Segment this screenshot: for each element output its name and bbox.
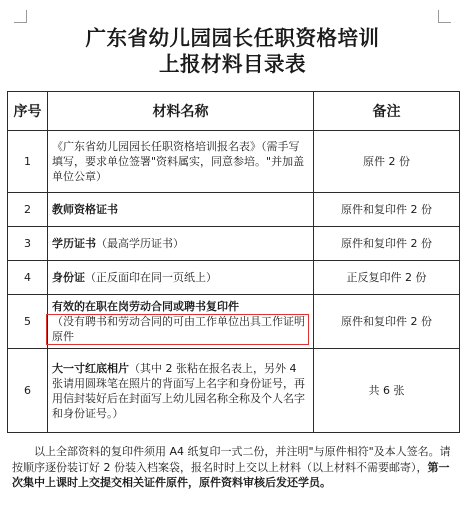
row-material-name (48, 227, 314, 261)
row-remark: 共 6 张 (314, 349, 460, 433)
row-material-name (48, 131, 314, 193)
header-index: 序号 (8, 92, 48, 131)
material-detail: （其中 2 张粘在报名表上，另外 4 张请用圆珠笔在照片的背面写上名字和身份证号，再用信封装好后在封面写上幼儿园名称全称及个人名字和身份证号。） (52, 361, 305, 420)
header-material-name: 材料名称 (48, 92, 314, 131)
table-row (8, 131, 460, 193)
footnote-text: 以上全部资料的复印件须用 A4 纸复印一式二份，并注明"与原件相符"及本人签名。请按顺序逐份装订好 2 份装入档案袋，报名时时上交以上材料（以上材料不需要邮寄）， (12, 445, 451, 474)
material-detail: （需手写填写，要求单位签署"资料属实，同意参培。"并加盖单位公章） (52, 140, 305, 183)
footnote-bold-text: 第一次集中上课时上交提交相关证件原件，原件资料审核后发还学员。 (12, 460, 450, 489)
row-material-name (48, 349, 314, 433)
material-detail: （没有聘书和劳动合同的可由工作单位出具工作证明原件 (52, 315, 305, 343)
table-row (8, 193, 460, 227)
row-index: 2 (8, 193, 48, 227)
material-title: 身份证 (52, 271, 85, 284)
material-title: 《广东省幼儿园园长任职资格培训报名表》 (52, 140, 261, 153)
row-material-name (48, 193, 314, 227)
material-title: 有效的在职在岗劳动合同或聘书复印件 (52, 300, 239, 313)
document-title-line1: 广东省幼儿园园长任职资格培训 (85, 26, 380, 50)
material-detail: （正反面印在同一页纸上） (85, 271, 217, 284)
row-index: 1 (8, 131, 48, 193)
row-material-name (48, 261, 314, 295)
highlight-box (46, 314, 309, 345)
table-row (8, 261, 460, 295)
table-row (8, 227, 460, 261)
row-remark: 原件和复印件 2 份 (314, 227, 460, 261)
footnote-paragraph (12, 444, 454, 491)
material-title: 教师资格证书 (52, 203, 118, 216)
document-title-line2: 上报材料目录表 (159, 52, 306, 76)
material-title: 大一寸红底相片 (52, 361, 129, 375)
material-title: 学历证书 (52, 237, 96, 250)
table-header-row (8, 92, 460, 131)
row-remark: 原件和复印件 2 份 (314, 193, 460, 227)
row-remark: 原件 2 份 (314, 131, 460, 193)
header-remark: 备注 (314, 92, 460, 131)
materials-table (7, 91, 460, 433)
row-index: 3 (8, 227, 48, 261)
row-remark: 原件和复印件 2 份 (314, 295, 460, 349)
material-detail: （最高学历证书） (96, 237, 184, 250)
row-remark: 正反复印件 2 份 (314, 261, 460, 295)
row-index: 5 (8, 295, 48, 349)
row-index: 4 (8, 261, 48, 295)
row-index: 6 (8, 349, 48, 433)
table-row (8, 349, 460, 433)
